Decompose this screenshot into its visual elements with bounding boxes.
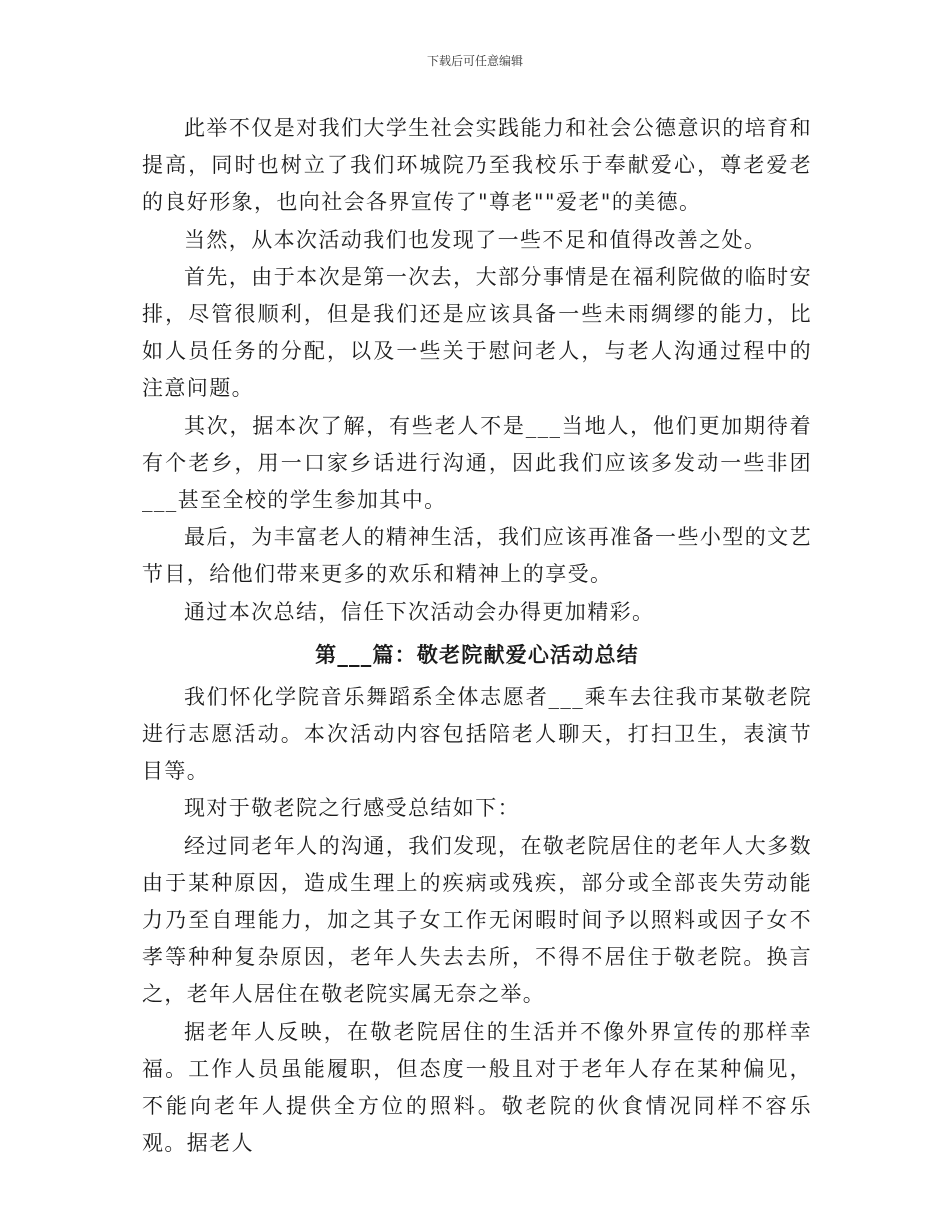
- paragraph: 我们怀化学院音乐舞蹈系全体志愿者___乘车去往我市某敬老院进行志愿活动。本次活动内容包括陪老人聊天，打扫卫生，表演节目等。: [142, 684, 812, 784]
- paragraph: 经过同老年人的沟通，我们发现，在敬老院居住的老年人大多数由于某种原因，造成生理上的疾病或残疾，部分或全部丧失劳动能力乃至自理能力，加之其子女工作无闲暇时间予以照料或因子女不孝等种种复杂原因，老年人失去去所，不得不居住于敬老院。换言之，老年人居住在敬老院实属无奈之举。: [142, 833, 812, 1007]
- paragraph: 最后，为丰富老人的精神生活，我们应该再准备一些小型的文艺节目，给他们带来更多的欢乐和精神上的享受。: [142, 525, 812, 587]
- document-body: [142, 110, 812, 1162]
- paragraph: 此举不仅是对我们大学生社会实践能力和社会公德意识的培育和提高，同时也树立了我们环城院乃至我校乐于奉献爱心，尊老爱老的良好形象，也向社会各界宣传了"尊老""爱老"的美德。: [142, 116, 812, 215]
- paragraph: 现对于敬老院之行感受总结如下：: [184, 796, 520, 821]
- paragraph: 据老年人反映，在敬老院居住的生活并不像外界宣传的那样幸福。工作人员虽能履职，但态度一般且对于老年人存在某种偏见，不能向老年人提供全方位的照料。敬老院的伙食情况同样不容乐观。据老人: [142, 1019, 812, 1156]
- paragraph: 其次，据本次了解，有些老人不是___当地人，他们更加期待着有个老乡，用一口家乡话进行沟通，因此我们应该多发动一些非团___甚至全校的学生参加其中。: [142, 413, 812, 513]
- page-header: 下载后可任意编辑: [426, 54, 523, 68]
- paragraph: 首先，由于本次是第一次去，大部分事情是在福利院做的临时安排，尽管很顺利，但是我们还是应该具备一些未雨绸缪的能力，比如人员任务的分配，以及一些关于慰问老人，与老人沟通过程中的注意问题。: [142, 264, 812, 401]
- paragraph: 通过本次总结，信任下次活动会办得更加精彩。: [184, 599, 655, 624]
- paragraph: 当然，从本次活动我们也发现了一些不足和值得改善之处。: [184, 227, 767, 252]
- section-title: 第___篇：敬老院献爱心活动总结: [315, 641, 639, 667]
